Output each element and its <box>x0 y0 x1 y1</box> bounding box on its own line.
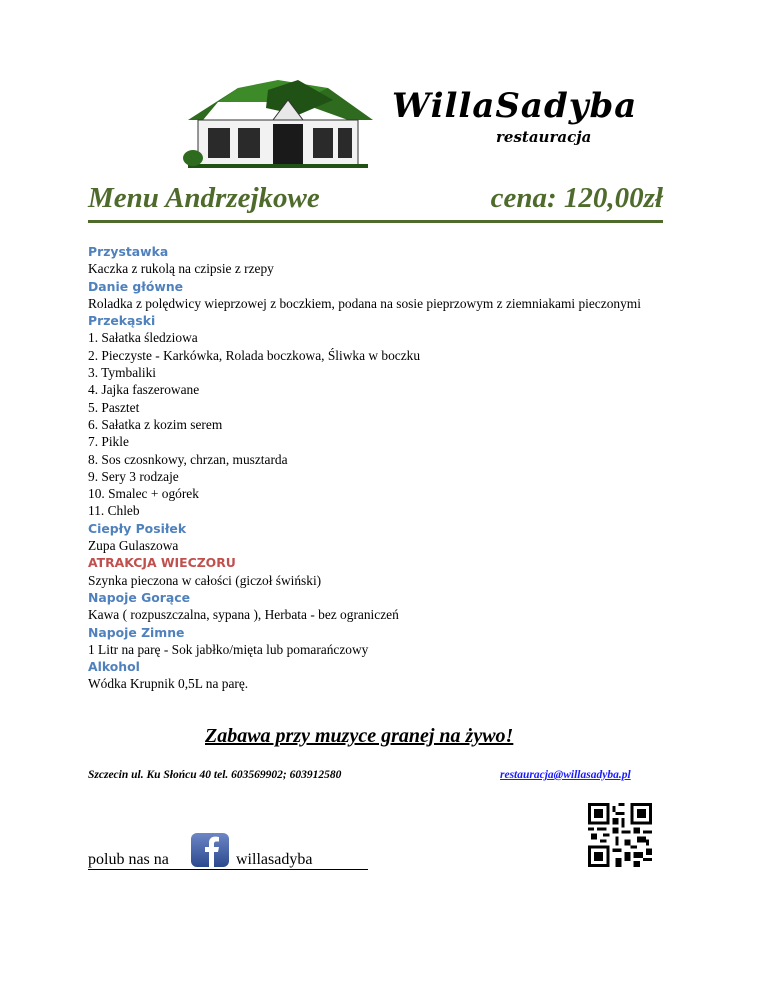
menu-section-heading: ATRAKCJA WIECZORU <box>88 555 236 571</box>
menu-item: 9. Sery 3 rodzaje <box>88 468 179 484</box>
menu-item: Roladka z polędwicy wieprzowej z boczkiem, podana na sosie pieprzowym z ziemniakami pieczonymi <box>88 295 641 311</box>
menu-item: Szynka pieczona w całości (giczoł świński) <box>88 572 322 588</box>
menu-list <box>88 243 648 693</box>
menu-item: Wódka Krupnik 0,5L na parę. <box>88 676 249 692</box>
menu-section-heading: Alkohol <box>88 659 140 675</box>
facebook-page-name[interactable]: willasadyba <box>236 851 313 868</box>
menu-item: 8. Sos czosnkowy, chrzan, musztarda <box>88 451 288 467</box>
menu-item: 2. Pieczyste - Karkówka, Rolada boczkowa, Śliwka w boczku <box>88 347 421 363</box>
menu-item: 7. Pikle <box>88 434 129 450</box>
menu-section-heading: Danie główne <box>88 278 184 294</box>
signature-line <box>88 869 368 870</box>
qr-code-icon <box>584 803 656 867</box>
page-title: Menu Andrzejkowe <box>88 182 320 214</box>
menu-item: 4. Jajka faszerowane <box>88 382 200 398</box>
menu-item: Zupa Gulaszowa <box>88 538 179 554</box>
menu-item: 10. Smalec + ogórek <box>88 486 199 502</box>
menu-item: 3. Tymbaliki <box>88 365 156 381</box>
title-bar <box>88 180 663 223</box>
menu-item: 5. Pasztet <box>88 399 140 415</box>
email-link[interactable]: restauracja@willasadyba.pl <box>500 769 631 781</box>
menu-section-heading: Napoje Gorące <box>88 589 190 605</box>
slogan: Zabawa przy muzyce granej na żywo! <box>205 725 514 747</box>
menu-item: 1 Litr na parę - Sok jabłko/mięta lub pomarańczowy <box>88 641 369 657</box>
logo-subtitle: restauracja <box>496 128 592 146</box>
address: Szczecin ul. Ku Słońcu 40 tel. 603569902; 603912580 <box>88 769 342 781</box>
menu-section-heading: Przystawka <box>88 244 169 259</box>
menu-item: 6. Sałatka z kozim serem <box>88 416 223 432</box>
menu-section-heading: Przekąski <box>88 313 156 329</box>
menu-item: Kaczka z rukolą na czipsie z rzepy <box>88 261 274 277</box>
like-us-label: polub nas na <box>88 851 169 868</box>
menu-section-heading: Ciepły Posiłek <box>88 520 187 536</box>
logo-title: WillaSadyba <box>392 86 638 126</box>
menu-item: 1. Sałatka śledziowa <box>88 330 198 346</box>
menu-item: 11. Chleb <box>88 503 140 519</box>
price-label: cena: 120,00zł <box>490 182 663 214</box>
menu-section-heading: Napoje Zimne <box>88 624 185 640</box>
menu-item: Kawa ( rozpuszczalna, sypana ), Herbata - bez ograniczeń <box>88 607 399 623</box>
facebook-icon[interactable] <box>190 832 230 868</box>
restaurant-house-logo <box>178 80 378 170</box>
